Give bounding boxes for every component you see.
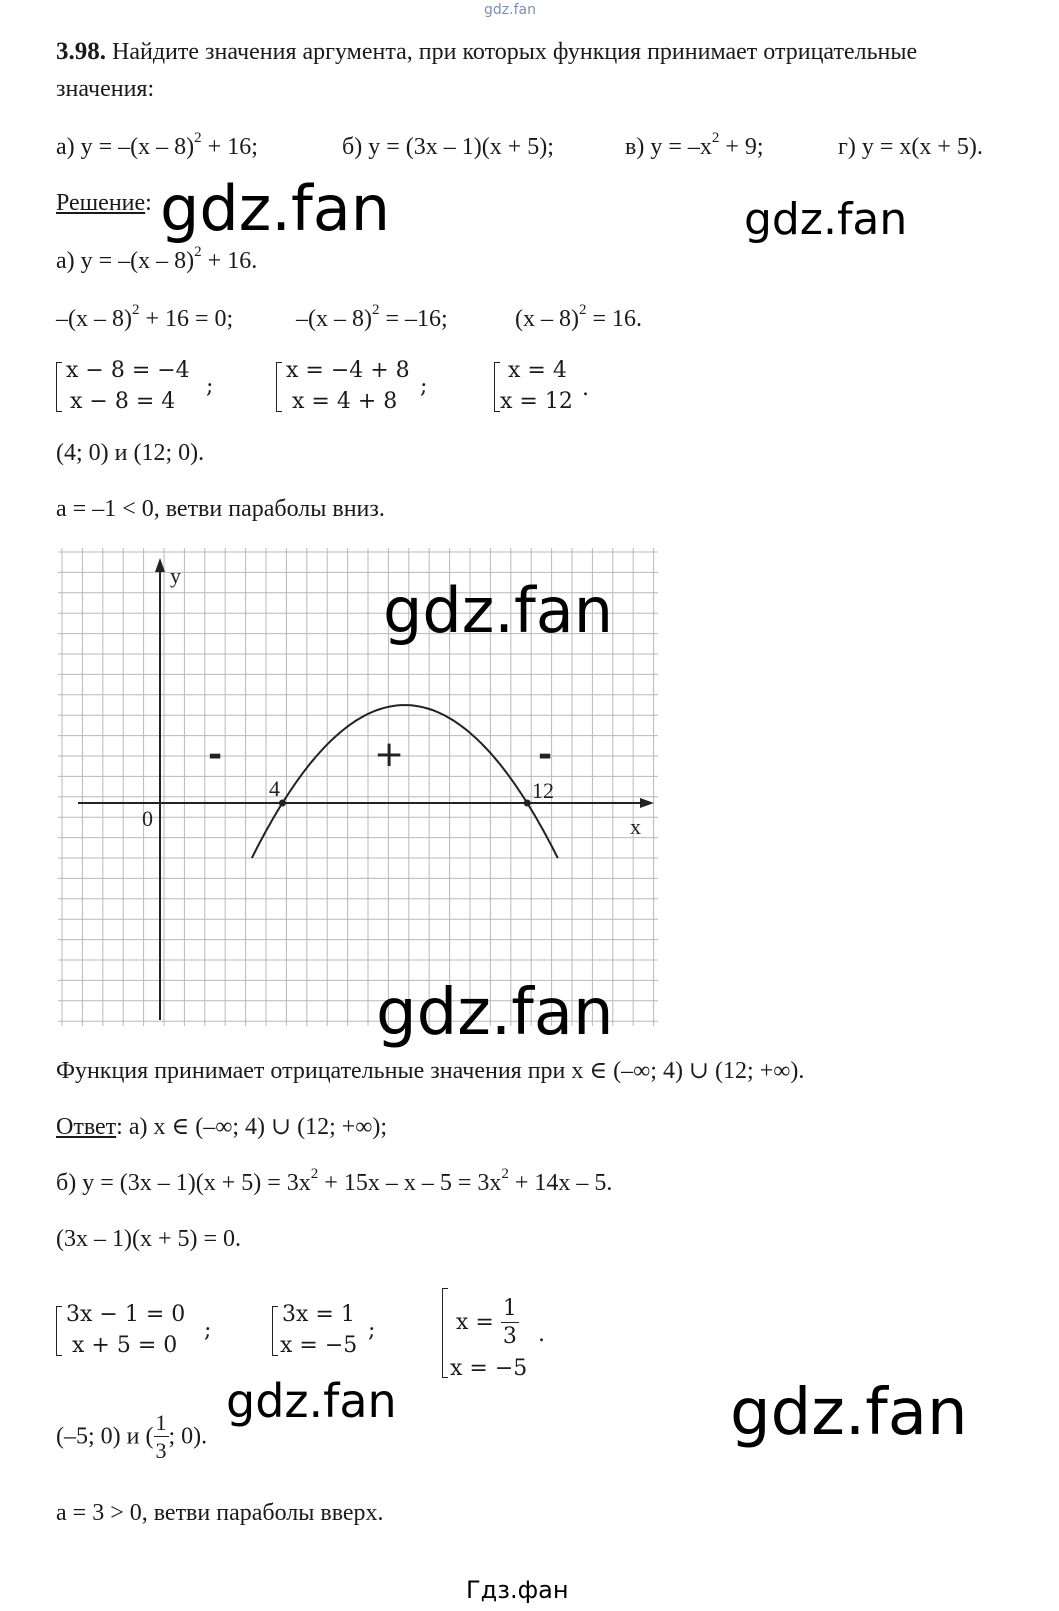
semicolon: ; [206, 374, 214, 399]
sq: 2 [711, 130, 720, 146]
sign-minus-right: - [538, 735, 553, 775]
system-bracket [56, 1306, 62, 1356]
a-heading-tail: + 16. [201, 248, 258, 274]
answer-label: Ответ [56, 1114, 117, 1140]
eq3-text: (x – 8) [515, 306, 579, 332]
system-bracket [442, 1288, 448, 1378]
b-heading-tail: + 14x – 5. [508, 1170, 613, 1196]
a-heading [56, 244, 258, 275]
system-6-line-1-pre: x = [456, 1310, 501, 1335]
sq: 2 [371, 302, 380, 318]
sq: 2 [578, 302, 587, 318]
option-v-text: в) y = –x [625, 134, 712, 160]
system-1-line-1: x − 8 = −4 [66, 358, 190, 383]
system-2 [276, 358, 436, 418]
b-heading [56, 1166, 613, 1197]
equation-3 [515, 302, 643, 333]
watermark-big-5: gdz.fan [226, 1374, 397, 1428]
watermark-big-2: gdz.fan [744, 194, 908, 245]
semicolon: ; [368, 1318, 376, 1343]
system-6 [442, 1288, 562, 1384]
system-bracket [276, 362, 282, 412]
system-3-line-1: x = 4 [508, 358, 567, 383]
root-label-4: 4 [269, 776, 280, 801]
points-a: (4; 0) и (12; 0). [56, 440, 205, 466]
system-2-line-2: x = 4 + 8 [292, 389, 398, 414]
equation-1 [56, 302, 234, 333]
a-heading-text: а) y = –(x – 8) [56, 248, 195, 274]
option-a-tail: + 16; [201, 134, 258, 160]
x-axis-arrow [640, 798, 654, 808]
semicolon: ; [204, 1318, 212, 1343]
fraction-denominator: 3 [502, 1324, 517, 1349]
solution-label-text: Решение [56, 190, 146, 216]
watermark-big-4: gdz.fan [376, 976, 614, 1050]
eq2-text: –(x – 8) [296, 306, 372, 332]
watermark-top: gdz.fan [484, 2, 536, 18]
option-b: б) y = (3x – 1)(x + 5); [342, 134, 554, 160]
branches-a: a = –1 < 0, ветви параболы вниз. [56, 496, 385, 522]
semicolon: ; [420, 374, 428, 399]
fraction-numerator: 1 [155, 1410, 167, 1435]
system-4-line-2: x + 5 = 0 [72, 1333, 178, 1358]
parabola-curve [252, 705, 558, 858]
dot: . [582, 376, 589, 401]
root-label-12: 12 [532, 778, 554, 803]
problem-text-2: значения: [56, 76, 155, 102]
points-b [56, 1412, 207, 1462]
sq: 2 [194, 244, 202, 260]
b-equation: (3x – 1)(x + 5) = 0. [56, 1226, 242, 1252]
watermark-big-1: gdz.fan [160, 172, 391, 245]
system-4 [56, 1302, 226, 1362]
points-b-post: ; 0). [168, 1423, 208, 1450]
eq3-tail: = 16. [586, 306, 643, 332]
x-axis-label: x [630, 814, 641, 839]
option-g: г) y = x(x + 5). [838, 134, 983, 160]
system-1-line-2: x − 8 = 4 [70, 389, 176, 414]
watermark-big-3: gdz.fan [383, 574, 614, 647]
system-6-line-2: x = −5 [450, 1356, 528, 1381]
option-v-tail: + 9; [719, 134, 764, 160]
problem-text-1: Найдите значения аргумента, при которых функция принимает отрицательные [112, 39, 918, 65]
sq: 2 [310, 1166, 319, 1182]
root-point [524, 800, 531, 807]
b-heading-text: б) y = (3x – 1)(x + 5) = 3x [56, 1170, 311, 1196]
sign-plus: + [374, 734, 405, 775]
branches-b: a = 3 > 0, ветви параболы вверх. [56, 1500, 384, 1526]
answer-a-text: : а) x ∈ (–∞; 4) ∪ (12; +∞); [116, 1114, 388, 1140]
sq: 2 [131, 302, 140, 318]
fraction-denominator: 3 [155, 1438, 167, 1463]
eq2-tail: = –16; [379, 306, 448, 332]
fraction-one-third [501, 1298, 519, 1348]
sq: 2 [501, 1166, 509, 1182]
points-b-pre: (–5; 0) и ( [56, 1423, 154, 1450]
watermark-footer: Гдз.фан [466, 1576, 569, 1604]
sign-minus-left: - [208, 735, 223, 775]
sq: 2 [194, 130, 202, 146]
option-v [625, 130, 764, 161]
y-axis-label: y [170, 563, 181, 588]
answer-a [56, 1112, 387, 1141]
watermark-big-6: gdz.fan [730, 1376, 968, 1450]
equation-2 [296, 302, 448, 333]
system-3-line-2: x = 12 [500, 389, 573, 414]
b-heading-mid: + 15x – x – 5 = 3x [318, 1170, 502, 1196]
system-1 [56, 358, 216, 418]
system-2-line-1: x = −4 + 8 [286, 358, 410, 383]
system-5 [272, 1302, 392, 1362]
option-a [56, 130, 258, 161]
option-a-text: а) y = –(x – 8) [56, 134, 195, 160]
problem-line-1 [56, 38, 917, 66]
system-bracket [56, 362, 62, 412]
conclusion-a: Функция принимает отрицательные значения при x ∈ (–∞; 4) ∪ (12; +∞). [56, 1058, 805, 1084]
fraction-numerator: 1 [502, 1296, 517, 1321]
system-bracket [272, 1306, 278, 1356]
origin-label: 0 [142, 806, 153, 831]
system-5-line-1: 3x = 1 [282, 1302, 355, 1327]
fraction-one-third [154, 1412, 169, 1462]
dot: . [538, 1322, 545, 1347]
problem-number: 3.98. [56, 38, 106, 65]
eq1-text: –(x – 8) [56, 306, 132, 332]
solution-colon: : [145, 190, 152, 216]
solution-label [56, 190, 152, 217]
system-3 [494, 358, 634, 418]
system-5-line-2: x = −5 [280, 1333, 358, 1358]
system-4-line-1: 3x − 1 = 0 [66, 1302, 186, 1327]
eq1-tail: + 16 = 0; [139, 306, 234, 332]
